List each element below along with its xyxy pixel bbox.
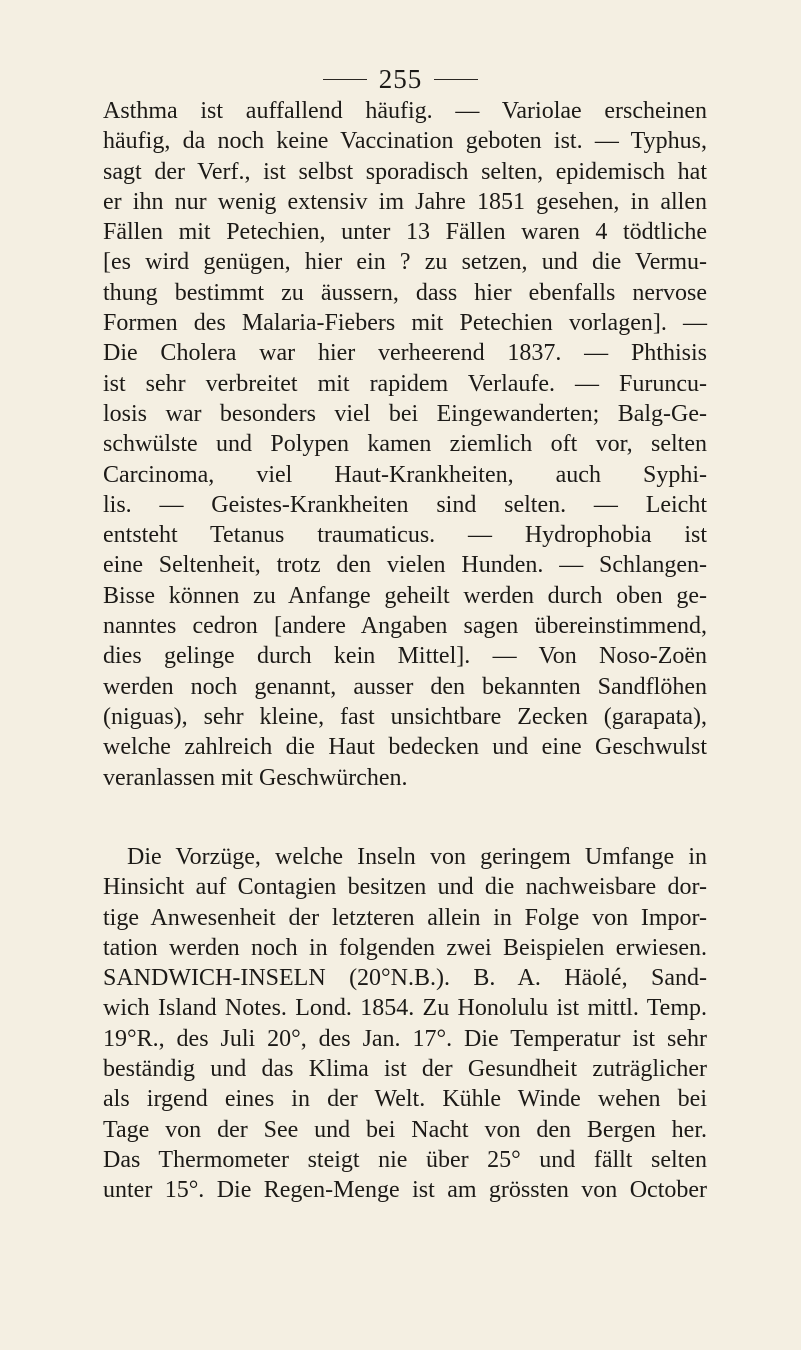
text-line: SANDWICH-INSELN (20°N.B.). B. A. Häolé, Sand- bbox=[103, 965, 707, 992]
text-line: werden noch genannt, ausser den bekannten Sandflöhen bbox=[103, 673, 707, 700]
text-line: sagt der Verf., ist selbst sporadisch selten, epidemisch hat bbox=[103, 158, 707, 185]
text-line: ist sehr verbreitet mit rapidem Verlaufe. — Furuncu- bbox=[103, 370, 707, 397]
text-line: (niguas), sehr kleine, fast unsichtbare Zecken (garapata), bbox=[103, 703, 707, 730]
text-line: losis war besonders viel bei Eingewanderten; Balg-Ge- bbox=[103, 400, 707, 427]
text-line: [es wird genügen, hier ein ? zu setzen, und die Vermu- bbox=[103, 249, 707, 276]
text-line: wich Island Notes. Lond. 1854. Zu Honolulu ist mittl. Temp. bbox=[103, 995, 707, 1022]
text-line: Asthma ist auffallend häufig. — Variolae erscheinen bbox=[103, 98, 707, 124]
header-rule-right bbox=[434, 79, 478, 80]
page-header bbox=[0, 64, 801, 95]
text-line: thung bestimmt zu äussern, dass hier ebenfalls nervose bbox=[103, 279, 707, 306]
text-line: er ihn nur wenig extensiv im Jahre 1851 gesehen, in allen bbox=[103, 188, 707, 215]
text-line: dies gelinge durch kein Mittel]. — Von Noso-Zoën bbox=[103, 643, 707, 670]
text-line: lis. — Geistes-Krankheiten sind selten. — Leicht bbox=[103, 491, 707, 518]
paragraph-diseases bbox=[103, 96, 707, 793]
text-line: eine Seltenheit, trotz den vielen Hunden. — Schlangen- bbox=[103, 552, 707, 579]
text-line: Carcinoma, viel Haut-Krankheiten, auch Syphi- bbox=[103, 461, 707, 488]
text-line: 19°R., des Juli 20°, des Jan. 17°. Die Temperatur ist sehr bbox=[103, 1025, 707, 1052]
text-line: Formen des Malaria-Fiebers mit Petechien vorlagen]. — bbox=[103, 310, 707, 337]
text-line: Hinsicht auf Contagien besitzen und die nachweisbare dor- bbox=[103, 874, 707, 901]
text-line: veranlassen mit Geschwürchen. bbox=[103, 764, 408, 791]
text-line: Bisse können zu Anfange geheilt werden durch oben ge- bbox=[103, 582, 707, 609]
text-line: als irgend eines in der Welt. Kühle Winde wehen bei bbox=[103, 1086, 707, 1113]
text-line: entsteht Tetanus traumaticus. — Hydrophobia ist bbox=[103, 522, 707, 549]
text-line: beständig und das Klima ist der Gesundheit zuträglicher bbox=[103, 1056, 707, 1083]
paragraph-islands bbox=[103, 842, 707, 1206]
text-line: unter 15°. Die Regen-Menge ist am grössten von October bbox=[103, 1177, 707, 1204]
text-line: Das Thermometer steigt nie über 25° und fällt selten bbox=[103, 1146, 707, 1173]
text-line: tige Anwesenheit der letzteren allein in Folge von Impor- bbox=[103, 904, 707, 931]
text-line: Fällen mit Petechien, unter 13 Fällen waren 4 tödtliche bbox=[103, 219, 707, 246]
text-line: schwülste und Polypen kamen ziemlich oft vor, selten bbox=[103, 431, 707, 458]
header-rule-left bbox=[323, 79, 367, 80]
text-line: Die Cholera war hier verheerend 1837. — Phthisis bbox=[103, 340, 707, 367]
text-line: Die Vorzüge, welche Inseln von geringem Umfange in bbox=[127, 844, 707, 870]
text-line: Tage von der See und bei Nacht von den Bergen her. bbox=[103, 1116, 707, 1143]
text-line: häufig, da noch keine Vaccination geboten ist. — Typhus, bbox=[103, 128, 707, 155]
page-number: 255 bbox=[378, 64, 423, 94]
text-line: welche zahlreich die Haut bedecken und eine Geschwulst bbox=[103, 734, 707, 761]
text-line: tation werden noch in folgenden zwei Beispielen erwiesen. bbox=[103, 934, 707, 961]
text-line: nanntes cedron [andere Angaben sagen übereinstimmend, bbox=[103, 613, 707, 640]
